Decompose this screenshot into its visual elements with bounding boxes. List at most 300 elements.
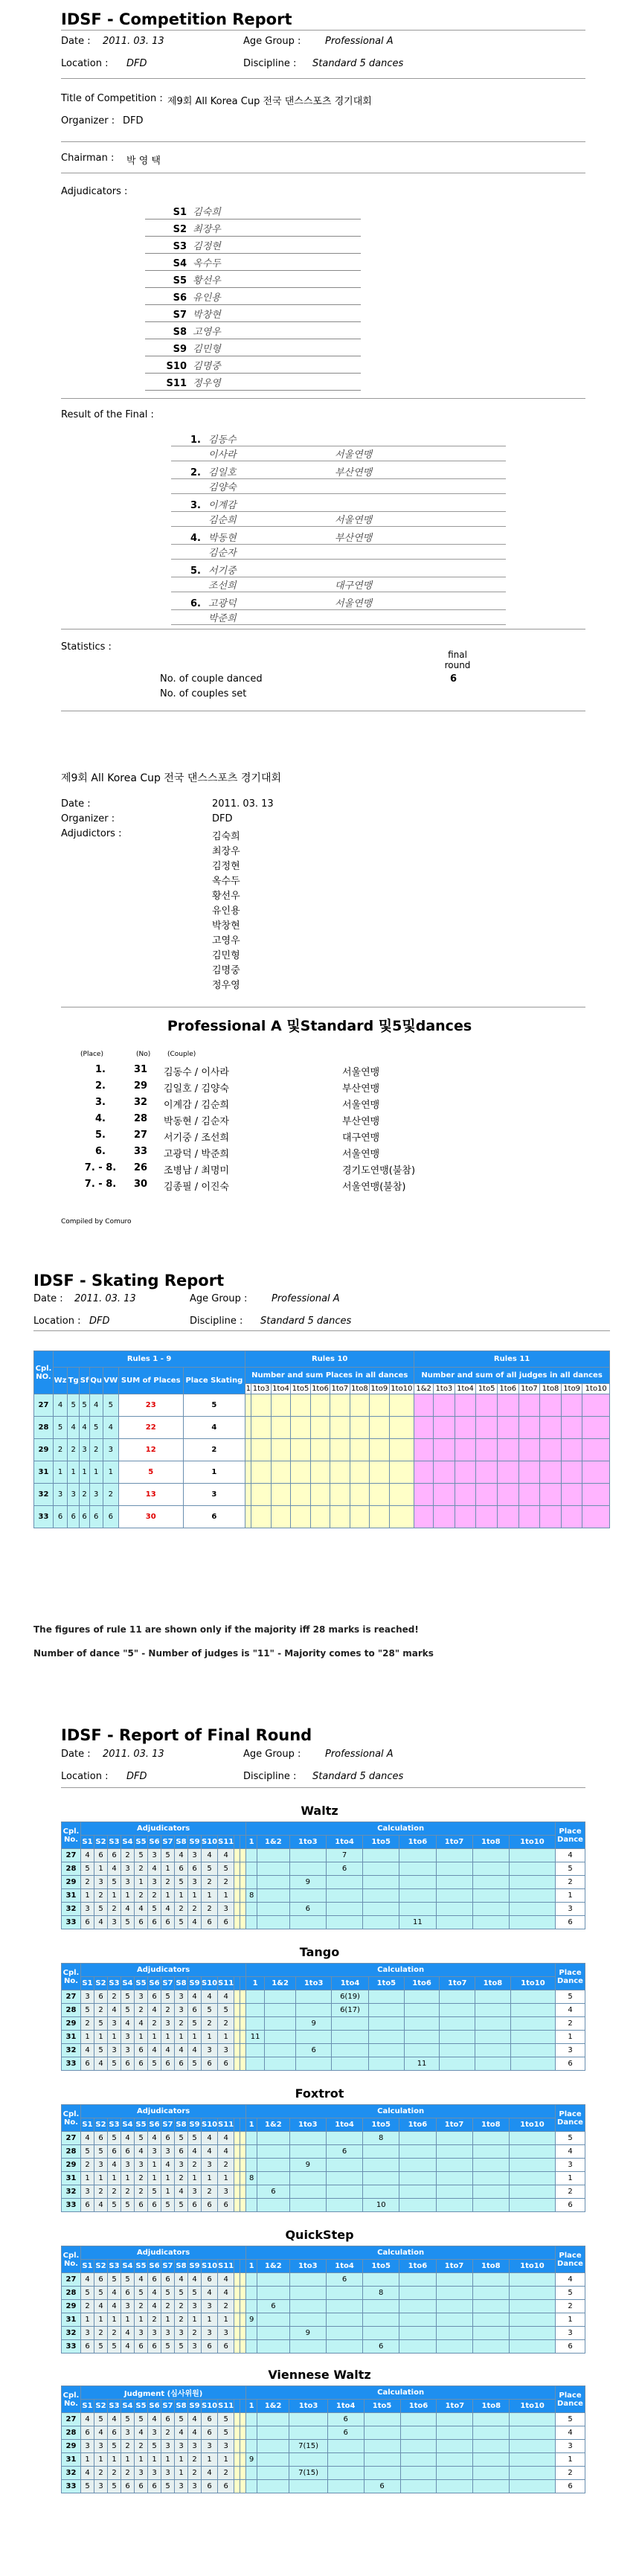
fr-date-label: Date : (61, 1749, 91, 1760)
judge-mark: 4 (94, 2426, 108, 2440)
calc-cell (326, 1903, 362, 1916)
judge-mark: 6 (161, 2413, 175, 2426)
dance-title: Waltz (301, 1804, 338, 1818)
adjudicator-code: S3 (173, 241, 187, 252)
judge-mark: 2 (202, 2185, 218, 2199)
spacer-cell (240, 2031, 246, 2044)
calc-cell (440, 2017, 475, 2031)
calc-cell (289, 2172, 326, 2185)
calc-cell (399, 1903, 436, 1916)
spacer-cell (234, 2057, 240, 2071)
spacer-cell (240, 2273, 246, 2287)
judge-mark: 3 (121, 2159, 135, 2172)
dance-place: 4 (80, 1417, 90, 1439)
summary-adjudicator: 김정현 (212, 861, 240, 872)
rules10-cell (370, 1439, 389, 1461)
rules10-cell (389, 1394, 414, 1417)
result-label: Result of the Final : (61, 409, 154, 420)
judge-mark: 6 (81, 2426, 94, 2440)
judge-mark: 2 (161, 2004, 175, 2017)
calc-cell (510, 2480, 556, 2493)
adjudicator-name: 김명중 (190, 361, 221, 372)
calc-cell (257, 2199, 290, 2212)
judge-mark: 4 (135, 2273, 148, 2287)
summary-adjudicator: 옥수두 (212, 876, 240, 887)
cpl-number: 32 (62, 2327, 81, 2340)
calc-col-header: 1to10 (510, 1977, 555, 1990)
judge-mark: 5 (218, 2413, 234, 2426)
judge-mark: 1 (148, 2172, 161, 2185)
judge-header: S10 (202, 2118, 218, 2132)
calc-col-header: 1to8 (472, 2260, 509, 2273)
adjudicators-header: Adjudicators (81, 1822, 246, 1836)
calc-cell (264, 2017, 295, 2031)
calc-col-header: 1to4 (326, 2260, 362, 2273)
calc-col-header: 1to8 (472, 2118, 509, 2132)
calc-col-header: 1to10 (509, 2260, 555, 2273)
dance-place: 4 (89, 1394, 103, 1417)
rules11-cell (582, 1484, 610, 1506)
final-line (171, 563, 506, 577)
calc-cell (509, 2199, 555, 2212)
rules10-cell (271, 1417, 290, 1439)
dance-place: 3 (54, 1484, 68, 1506)
sk-disc-label: Discipline : (190, 1316, 243, 1327)
judge-header: S8 (175, 1836, 188, 1849)
dance-place: 1 (54, 1461, 68, 1484)
cpl-number: 33 (62, 2199, 81, 2212)
fr-age: Professional A (325, 1749, 394, 1760)
rules10-cell (245, 1417, 251, 1439)
calc-cell (331, 2044, 368, 2057)
sk-date: 2011. 03. 13 (74, 1293, 136, 1304)
calc-cell: 8 (363, 2132, 399, 2145)
judge-mark: 6 (121, 2480, 135, 2493)
rules10-cell (310, 1439, 330, 1461)
judge-mark: 4 (81, 2044, 94, 2057)
judge-mark: 1 (161, 1889, 175, 1903)
place-dance: 3 (556, 2159, 585, 2172)
calc-cell (509, 2313, 555, 2327)
rules11-cell (497, 1506, 518, 1528)
calc-cell (364, 2453, 400, 2467)
judge-mark: 2 (108, 1990, 121, 2004)
judge-mark: 1 (81, 2172, 94, 2185)
calc-cell (472, 2145, 509, 2159)
calc-col-header: 1to5 (363, 2118, 399, 2132)
adjudicator-name: 고영우 (190, 327, 221, 338)
judge-header: S3 (108, 2260, 121, 2273)
calc-cell (436, 2287, 472, 2300)
summary-place: 3. (95, 1097, 106, 1108)
rules10-cell (251, 1506, 271, 1528)
calc-cell (257, 2453, 289, 2467)
judge-mark: 5 (94, 2287, 108, 2300)
judge-mark: 1 (94, 1862, 108, 1876)
cpl-number: 32 (34, 1484, 54, 1506)
calc-cell (440, 1990, 475, 2004)
judge-mark: 2 (135, 1889, 148, 1903)
judge-mark: 4 (135, 2017, 148, 2031)
calc-cell: 6 (327, 2413, 364, 2426)
rules10-cell (370, 1461, 389, 1484)
judge-mark: 3 (161, 2145, 175, 2159)
organizer-label: Organizer : (61, 115, 115, 126)
toc-label: Title of Competition : (61, 93, 163, 104)
calc-cell (436, 1889, 472, 1903)
calc-cell (399, 1876, 436, 1889)
calc-cell (363, 2159, 399, 2172)
summary-club: 대구연맹 (342, 1132, 380, 1144)
calc-cell (289, 2273, 326, 2287)
dance-place: 4 (54, 1394, 68, 1417)
judge-header: S9 (188, 1977, 202, 1990)
spacer-cell (240, 2044, 246, 2057)
judge-mark: 5 (175, 2287, 188, 2300)
summary-adj-label: Adjudictors : (61, 828, 122, 839)
dance-place: 3 (89, 1484, 103, 1506)
dance-header: Tg (68, 1368, 80, 1394)
rules11-cell (434, 1394, 455, 1417)
calc-cell (326, 1876, 362, 1889)
spacer-cell (240, 2132, 246, 2145)
calc-cell (509, 1849, 555, 1862)
cpl-number: 31 (62, 2031, 81, 2044)
calc-col-header: 1&2 (414, 1384, 434, 1394)
judge-mark: 6 (148, 2340, 161, 2354)
judge-mark: 5 (161, 1849, 175, 1862)
final-entry (171, 595, 506, 625)
adjudicator-row (145, 341, 361, 356)
judge-mark: 2 (148, 2017, 161, 2031)
judge-header: S1 (81, 2118, 94, 2132)
rules10-cell (350, 1439, 369, 1461)
calc-cell (437, 2467, 473, 2480)
adjudicator-row (145, 221, 361, 237)
spacer-cell (240, 1849, 246, 1862)
spacer-cell (240, 2057, 246, 2071)
dance-title: Foxtrot (295, 2086, 344, 2101)
judge-mark: 6 (135, 2044, 148, 2057)
judge-mark: 1 (135, 2453, 148, 2467)
calc-cell (363, 2273, 399, 2287)
judge-mark: 6 (94, 1849, 108, 1862)
dance-place: 1 (80, 1461, 90, 1484)
final-name-1: 박동현 (208, 533, 237, 544)
place-skating: 4 (183, 1417, 245, 1439)
judge-mark: 2 (81, 1876, 94, 1889)
judge-header: S9 (188, 2118, 202, 2132)
judge-header: S3 (108, 1836, 121, 1849)
summary-couple: 김종필 / 이진숙 (164, 1182, 229, 1193)
calc-cell (400, 2413, 437, 2426)
judge-mark: 5 (135, 2413, 148, 2426)
calc-col-header: 1to10 (389, 1384, 414, 1394)
spacer-cell (234, 1889, 240, 1903)
place-dance: 2 (556, 2017, 585, 2031)
calculation-header: Calculation (246, 2246, 556, 2260)
judge-mark: 4 (188, 1990, 202, 2004)
judge-mark: 4 (94, 2057, 108, 2071)
calc-cell: 6 (327, 2426, 364, 2440)
judge-mark: 5 (135, 2287, 148, 2300)
judge-mark: 6 (148, 2273, 161, 2287)
calc-cell: 6 (326, 2145, 362, 2159)
cpl-header: Cpl. NO. (34, 1351, 54, 1394)
judge-header: S8 (175, 2260, 188, 2273)
spacer-cell (240, 2313, 246, 2327)
calc-col-header: 1to9 (561, 1384, 582, 1394)
judge-mark: 5 (94, 2413, 108, 2426)
rules11-cell (497, 1417, 518, 1439)
judge-mark: 3 (94, 2159, 108, 2172)
place-dance: 6 (556, 2057, 585, 2071)
place-skating: 2 (183, 1439, 245, 1461)
judge-header: S5 (135, 2118, 148, 2132)
calc-cell: 11 (246, 2031, 265, 2044)
calc-col-header: 1 (246, 2260, 257, 2273)
compiled-by: Compiled by Comuro (61, 1218, 132, 1225)
judge-mark: 1 (161, 1862, 175, 1876)
calc-cell (257, 2172, 290, 2185)
judge-mark: 5 (218, 2004, 234, 2017)
calc-cell (264, 2057, 295, 2071)
calc-col-header: 1to6 (399, 1836, 436, 1849)
final-place: 1. (190, 435, 201, 446)
adjudicator-row (145, 255, 361, 271)
calc-cell (257, 2426, 289, 2440)
calc-col-header: 1to10 (510, 2400, 556, 2413)
final-place: 5. (190, 565, 201, 577)
place-dance: 3 (556, 2440, 585, 2453)
spacer-cell (234, 2031, 240, 2044)
calc-cell (472, 2172, 509, 2185)
calc-cell (327, 2480, 364, 2493)
calc-cell (510, 2440, 556, 2453)
calc-cell (257, 2132, 290, 2145)
cpl-number: 33 (62, 2340, 81, 2354)
calc-cell (510, 2031, 555, 2044)
final-name-1: 서기중 (208, 565, 237, 577)
judge-header: S8 (175, 1977, 188, 1990)
rules10-cell (245, 1394, 251, 1417)
calc-cell (257, 2159, 290, 2172)
calc-cell (289, 2480, 327, 2493)
rules11-cell (561, 1461, 582, 1484)
dance-place: 3 (68, 1484, 80, 1506)
rules11-cell (476, 1506, 498, 1528)
rules10-cell (310, 1461, 330, 1484)
cpl-number: 29 (62, 2159, 81, 2172)
judge-mark: 6 (175, 2057, 188, 2071)
judge-mark: 6 (161, 1916, 175, 1929)
calc-cell (472, 2327, 509, 2340)
calc-col-header: 1to6 (400, 2400, 437, 2413)
age-value: Professional A (325, 36, 394, 47)
adjudicator-name: 정우영 (190, 378, 221, 389)
judge-mark: 3 (148, 2467, 161, 2480)
judge-mark: 3 (188, 1849, 202, 1862)
rules10-cell (350, 1506, 369, 1528)
judge-mark: 4 (108, 2287, 121, 2300)
calc-cell (404, 2004, 440, 2017)
judge-mark: 6 (135, 1916, 148, 1929)
calc-col-header: 1to4 (272, 1385, 289, 1393)
calc-cell (473, 2480, 510, 2493)
judge-mark: 1 (218, 1889, 234, 1903)
rules10-cell (370, 1506, 389, 1528)
calc-col-header: 1to7 (440, 1977, 475, 1990)
place-dance: 5 (556, 2413, 585, 2426)
dance-place: 3 (103, 1439, 118, 1461)
set-label: No. of couples set (160, 688, 247, 699)
calc-cell (399, 1849, 436, 1862)
calc-cell (436, 1903, 472, 1916)
spacer-cell (240, 1903, 246, 1916)
adjudicator-name: 박창현 (190, 310, 221, 321)
calc-cell (475, 2057, 511, 2071)
judge-mark: 3 (188, 2480, 202, 2493)
rules11-cell (476, 1417, 498, 1439)
spacer-cell (234, 1876, 240, 1889)
summary-adjudicator: 유인용 (212, 906, 240, 917)
summary-adjudicator: 김민형 (212, 950, 240, 961)
judge-mark: 1 (148, 2031, 161, 2044)
calc-cell (510, 2426, 556, 2440)
place-dance: 4 (556, 2273, 585, 2287)
rules10-cell (389, 1461, 414, 1484)
calc-cell (399, 2159, 436, 2172)
fr-loc: DFD (126, 1771, 147, 1782)
dance-table (61, 2104, 585, 2212)
divider (61, 1787, 585, 1788)
calc-cell (399, 2327, 436, 2340)
judge-mark: 5 (121, 1990, 135, 2004)
calc-col-header: 1to3 (289, 2400, 327, 2413)
judge-mark: 1 (161, 2185, 175, 2199)
dance-place: 5 (89, 1417, 103, 1439)
judge-header: S11 (218, 2118, 234, 2132)
judge-mark: 2 (121, 2467, 135, 2480)
spacer-cell (240, 2327, 246, 2340)
spacer-cell (234, 2313, 240, 2327)
rules11-cell (582, 1394, 610, 1417)
calc-cell (289, 2199, 326, 2212)
calc-cell (326, 2199, 362, 2212)
place-dance-header: Place Dance (556, 1964, 585, 1990)
calc-cell (472, 2199, 509, 2212)
judge-header: S9 (188, 2400, 202, 2413)
skating-note-2: Number of dance "5" - Number of judges is "11" - Majority comes to "28" marks (33, 1648, 434, 1659)
judge-header: S9 (188, 2260, 202, 2273)
judge-mark: 4 (161, 2044, 175, 2057)
calc-cell (363, 2313, 399, 2327)
calculation-header: Calculation (246, 1964, 556, 1977)
adjudicator-code: S11 (166, 378, 187, 389)
dance-place: 6 (68, 1506, 80, 1528)
rules11-cell (518, 1506, 540, 1528)
calc-cell (509, 1876, 555, 1889)
judge-header: S3 (108, 2400, 121, 2413)
place-dance: 1 (556, 2172, 585, 2185)
summary-place: 7. - 8. (84, 1162, 117, 1173)
summary-number: 30 (134, 1179, 148, 1190)
calc-col-header: 1to7 (518, 1384, 540, 1394)
cpl-number: 32 (62, 2467, 81, 2480)
calc-cell: 11 (399, 1916, 436, 1929)
calc-cell: 6 (363, 2340, 399, 2354)
calc-col-header: 1to5 (363, 1836, 399, 1849)
final-club: 서울연맹 (335, 449, 373, 461)
judge-mark: 5 (108, 2199, 121, 2212)
judge-mark: 5 (94, 2044, 108, 2057)
calc-cell (510, 2017, 555, 2031)
judge-mark: 3 (175, 2440, 188, 2453)
judge-mark: 1 (94, 2172, 108, 2185)
spacer-cell (240, 1889, 246, 1903)
judge-mark: 3 (175, 2480, 188, 2493)
judge-mark: 2 (108, 1903, 121, 1916)
judge-mark: 5 (94, 1903, 108, 1916)
final-name-2: 김순희 (208, 515, 237, 526)
judge-mark: 2 (188, 2159, 202, 2172)
judge-mark: 2 (108, 2467, 121, 2480)
judge-mark: 1 (202, 2453, 218, 2467)
calc-cell (257, 2413, 289, 2426)
calc-col-header: 1&2 (257, 2400, 289, 2413)
calc-col-header: 1&2 (264, 1977, 295, 1990)
judge-mark: 4 (94, 1916, 108, 1929)
calc-cell (472, 2300, 509, 2313)
calc-cell (326, 2340, 362, 2354)
calc-cell (510, 2467, 556, 2480)
dance-place: 2 (80, 1484, 90, 1506)
judge-mark: 5 (108, 2480, 121, 2493)
calc-cell (472, 1916, 509, 1929)
dance-header: Sf (80, 1368, 90, 1394)
calc-cell (246, 2273, 257, 2287)
fr-date: 2011. 03. 13 (103, 1749, 164, 1760)
judge-mark: 2 (121, 2185, 135, 2199)
spacer-cell (234, 2467, 240, 2480)
rules11-cell (476, 1439, 498, 1461)
final-line (171, 497, 506, 512)
judge-mark: 6 (202, 2273, 218, 2287)
divider (61, 30, 585, 31)
judge-header: S7 (161, 2400, 175, 2413)
rules10-cell (330, 1394, 350, 1417)
judge-mark: 3 (81, 1903, 94, 1916)
place-dance: 6 (556, 2480, 585, 2493)
rules11-cell (434, 1461, 455, 1484)
chairman-label: Chairman : (61, 153, 115, 164)
judge-mark: 2 (108, 2185, 121, 2199)
rules10-cell (291, 1506, 310, 1528)
spacer-cell (240, 1876, 246, 1889)
calc-cell (509, 1889, 555, 1903)
judge-mark: 4 (218, 2132, 234, 2145)
fr-disc: Standard 5 dances (312, 1771, 404, 1782)
judge-mark: 5 (121, 2413, 135, 2426)
calc-cell: 9 (289, 1876, 326, 1889)
judge-header: S8 (175, 2400, 188, 2413)
summary-couple: 서기중 / 조선희 (164, 1132, 229, 1144)
calc-cell (509, 1903, 555, 1916)
place-dance: 2 (556, 1876, 585, 1889)
cpl-number: 27 (62, 2413, 81, 2426)
judge-mark: 1 (108, 2172, 121, 2185)
judge-mark: 4 (121, 2327, 135, 2340)
